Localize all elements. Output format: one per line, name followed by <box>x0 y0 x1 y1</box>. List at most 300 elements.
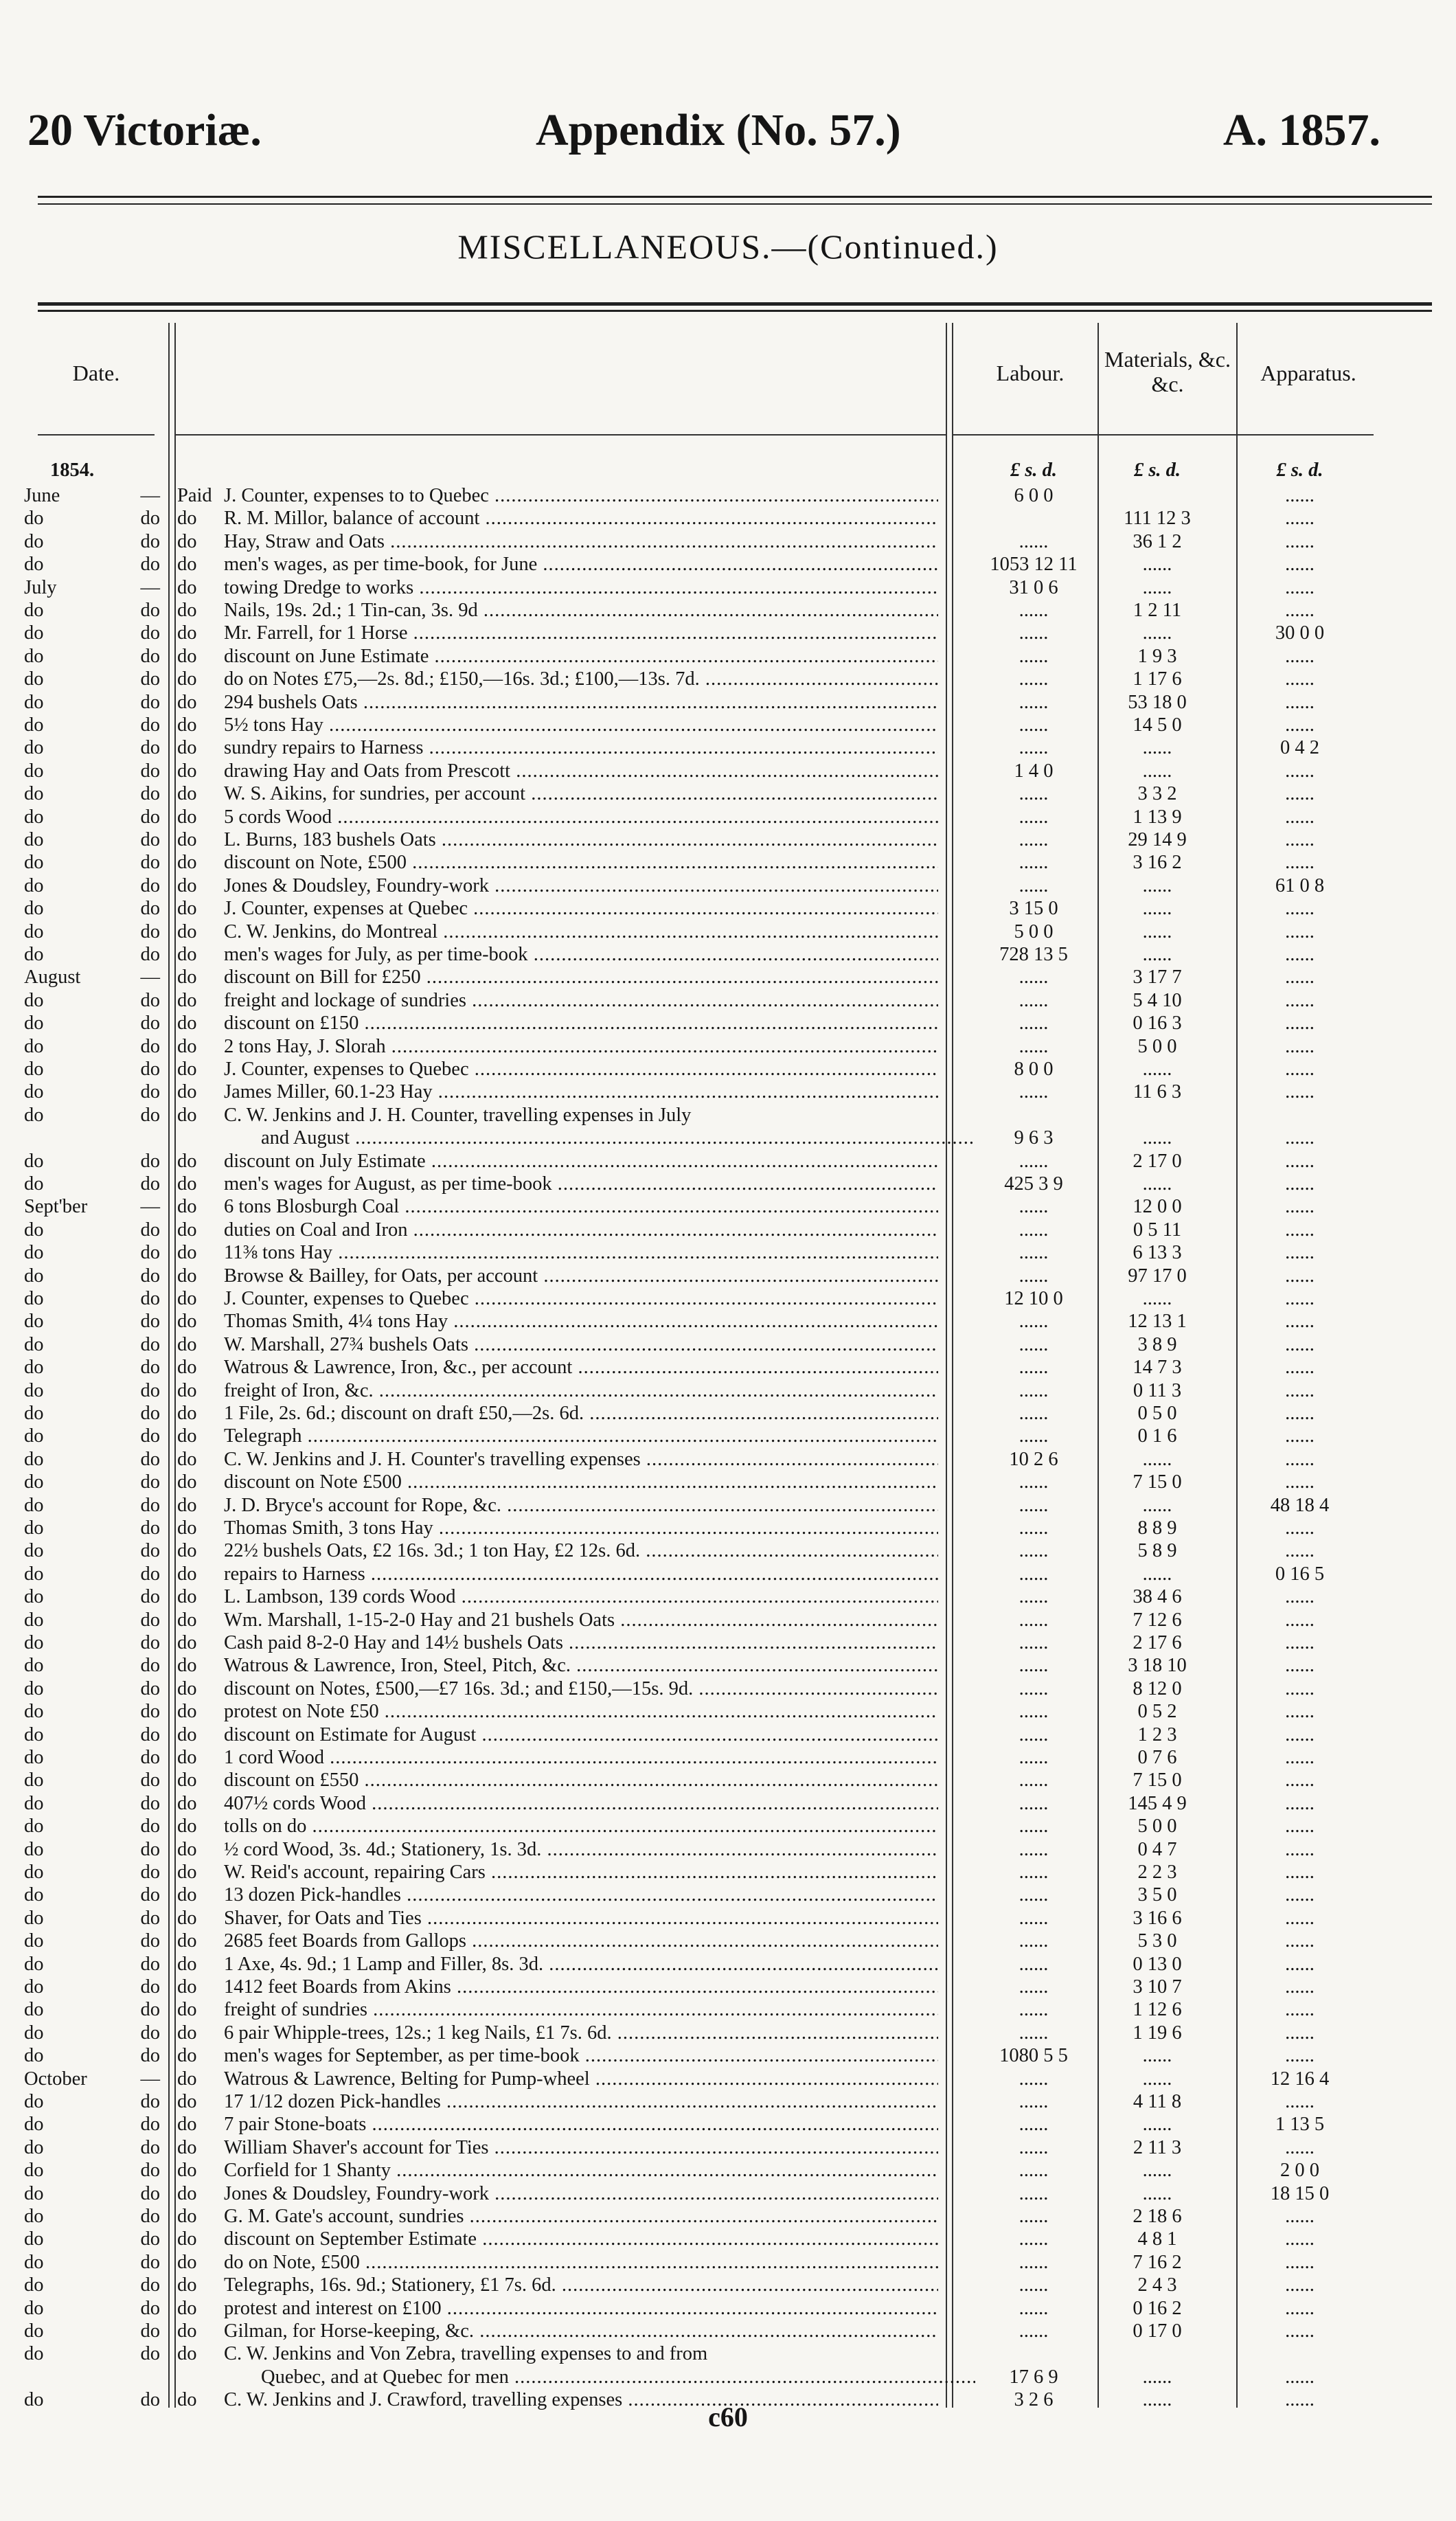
row-paid: do <box>177 1632 197 1653</box>
row-date: do <box>24 1081 44 1103</box>
header-center: Appendix (No. 57.) <box>536 105 901 155</box>
row-apparatus: ...... <box>1285 2251 1315 2273</box>
row-date-ditto: do <box>140 1862 160 1883</box>
row-paid: do <box>177 576 197 598</box>
column-header-apparatus: Apparatus. <box>1260 361 1356 385</box>
row-paid: do <box>177 2136 197 2158</box>
row-labour: ...... <box>1019 1907 1049 1929</box>
row-paid: do <box>177 874 197 896</box>
row-paid: do <box>177 852 197 874</box>
row-date-ditto: do <box>140 944 160 965</box>
row-date-ditto: do <box>140 2206 160 2227</box>
row-apparatus: ...... <box>1285 2366 1315 2388</box>
row-date: Sept'ber <box>24 1196 88 1218</box>
row-date-ditto: do <box>140 2114 160 2136</box>
table-row <box>0 1195 1456 1218</box>
row-date-ditto: do <box>140 1242 160 1264</box>
row-date-ditto: do <box>140 1907 160 1929</box>
row-date: do <box>24 1540 44 1562</box>
row-materials: ...... <box>1142 760 1172 782</box>
row-apparatus: ...... <box>1285 1862 1315 1883</box>
row-materials: 7 15 0 <box>1133 1471 1182 1493</box>
row-date-ditto: do <box>140 1403 160 1424</box>
row-apparatus: ...... <box>1285 2206 1315 2227</box>
row-paid: do <box>177 1609 197 1631</box>
row-materials: 7 16 2 <box>1133 2251 1182 2273</box>
row-labour: ...... <box>1019 874 1049 896</box>
row-date: do <box>24 1884 44 1906</box>
row-date: do <box>24 1333 44 1355</box>
row-description: men's wages for July, as per time-book ..... <box>224 943 938 966</box>
row-description: sundry repairs to Harness ..... <box>224 736 938 759</box>
row-date-ditto: do <box>140 1173 160 1195</box>
row-materials: 0 16 3 <box>1133 1013 1182 1035</box>
row-apparatus: ...... <box>1285 1540 1315 1562</box>
row-paid: do <box>177 1655 197 1677</box>
row-materials: ...... <box>1142 1448 1172 1470</box>
row-date-ditto: do <box>140 1999 160 2021</box>
row-apparatus: ...... <box>1285 966 1315 988</box>
row-labour: ...... <box>1019 2320 1049 2342</box>
row-paid: do <box>177 1862 197 1883</box>
row-apparatus: ...... <box>1285 1196 1315 1218</box>
table-row <box>0 1058 1456 1081</box>
row-paid: do <box>177 966 197 988</box>
row-date: do <box>24 1311 44 1333</box>
row-description: C. W. Jenkins and J. H. Counter's travelling expenses ..... <box>224 1448 938 1471</box>
row-date: do <box>24 554 44 576</box>
row-materials: 0 13 0 <box>1133 1953 1182 1975</box>
row-materials: 2 17 6 <box>1133 1632 1182 1653</box>
row-paid: do <box>177 1242 197 1264</box>
table-row <box>0 1241 1456 1264</box>
row-materials: 3 17 7 <box>1133 966 1182 988</box>
row-date: do <box>24 1035 44 1057</box>
row-description: Gilman, for Horse-keeping, &c. ..... <box>224 2320 938 2342</box>
row-materials: 3 18 10 <box>1128 1655 1187 1677</box>
table-row <box>0 1035 1456 1058</box>
row-date-ditto: do <box>140 874 160 896</box>
row-materials: 12 13 1 <box>1128 1311 1187 1333</box>
row-labour: ...... <box>1019 2228 1049 2250</box>
row-date-ditto: do <box>140 1494 160 1516</box>
row-date-ditto: do <box>140 783 160 805</box>
row-materials: ...... <box>1142 2366 1172 2388</box>
row-date: do <box>24 1059 44 1080</box>
row-paid: do <box>177 2343 197 2365</box>
row-paid: do <box>177 1311 197 1333</box>
row-date-ditto: do <box>140 2182 160 2204</box>
row-materials: 145 4 9 <box>1128 1792 1187 1814</box>
row-apparatus: ...... <box>1285 1999 1315 2021</box>
row-description: duties on Coal and Iron ..... <box>224 1219 938 1241</box>
row-date: do <box>24 852 44 874</box>
row-description: discount on Bill for £250 ..... <box>224 966 938 988</box>
row-description: 13 dozen Pick-handles ..... <box>224 1884 938 1906</box>
row-labour: ...... <box>1019 2297 1049 2319</box>
row-description: Corfield for 1 Shanty ..... <box>224 2159 938 2182</box>
row-date-ditto: do <box>140 829 160 850</box>
row-date: do <box>24 600 44 621</box>
row-labour: ...... <box>1019 622 1049 644</box>
row-apparatus: ...... <box>1285 1770 1315 1791</box>
table-row <box>0 1471 1456 1493</box>
row-labour: 3 2 6 <box>1014 2389 1054 2411</box>
row-date-ditto: do <box>140 1104 160 1126</box>
row-date: do <box>24 668 44 690</box>
row-materials: 4 11 8 <box>1133 2091 1182 2112</box>
header-sep-date <box>38 434 155 436</box>
row-paid: do <box>177 1586 197 1608</box>
row-date-ditto: do <box>140 1081 160 1103</box>
row-description: discount on June Estimate ..... <box>224 645 938 668</box>
row-description: do on Note, £500 ..... <box>224 2251 938 2274</box>
row-labour: ...... <box>1019 737 1049 759</box>
row-paid: do <box>177 1677 197 1699</box>
table-row <box>0 2068 1456 2090</box>
table-row <box>0 1976 1456 1998</box>
table-row <box>0 2022 1456 2044</box>
row-materials: ...... <box>1142 2160 1172 2182</box>
row-paid: do <box>177 944 197 965</box>
row-materials: 5 4 10 <box>1133 989 1182 1011</box>
row-paid: do <box>177 1081 197 1103</box>
table-row <box>0 2113 1456 2136</box>
row-materials: 0 7 6 <box>1137 1747 1177 1768</box>
row-paid: do <box>177 1333 197 1355</box>
row-apparatus: ...... <box>1285 1517 1315 1539</box>
row-materials: 5 8 9 <box>1137 1540 1177 1562</box>
row-paid: do <box>177 920 197 942</box>
row-apparatus: ...... <box>1285 1035 1315 1057</box>
row-materials: 11 6 3 <box>1133 1081 1182 1103</box>
row-labour: 1053 12 11 <box>990 554 1078 576</box>
row-date-ditto: do <box>140 2160 160 2182</box>
row-apparatus: ...... <box>1285 485 1315 506</box>
row-description: W. Reid's account, repairing Cars ..... <box>224 1861 938 1884</box>
row-labour: ...... <box>1019 600 1049 621</box>
row-labour: 5 0 0 <box>1014 920 1054 942</box>
row-paid: do <box>177 2228 197 2250</box>
row-materials: 97 17 0 <box>1128 1265 1187 1287</box>
row-paid: do <box>177 645 197 667</box>
header-sep-materials <box>1097 434 1236 436</box>
row-date: do <box>24 2274 44 2296</box>
row-description: discount on £150 ..... <box>224 1012 938 1035</box>
row-materials: 2 4 3 <box>1137 2274 1177 2296</box>
table-row <box>0 1104 1456 1127</box>
row-description: freight of sundries ..... <box>224 1998 938 2021</box>
row-labour: ...... <box>1019 1035 1049 1057</box>
row-materials: 1 13 9 <box>1133 806 1182 828</box>
row-apparatus: ...... <box>1285 1976 1315 1998</box>
row-description: Hay, Straw and Oats ..... <box>224 530 938 553</box>
row-description: 7 pair Stone-boats ..... <box>224 2113 938 2136</box>
row-date: do <box>24 989 44 1011</box>
row-description: W. Marshall, 27¾ bushels Oats ..... <box>224 1333 938 1356</box>
row-apparatus: ...... <box>1285 1747 1315 1768</box>
row-materials: 3 8 9 <box>1137 1333 1177 1355</box>
row-date: do <box>24 508 44 530</box>
row-date: do <box>24 2091 44 2112</box>
row-materials: 8 12 0 <box>1133 1677 1182 1699</box>
row-apparatus: ...... <box>1285 714 1315 736</box>
table-row <box>0 1563 1456 1585</box>
row-date-ditto: do <box>140 1609 160 1631</box>
row-description: J. Counter, expenses to Quebec ..... <box>224 1287 938 1310</box>
row-apparatus: ...... <box>1285 852 1315 874</box>
row-description: C. W. Jenkins and Von Zebra, travelling expenses to and from <box>224 2343 708 2365</box>
table-row <box>0 1815 1456 1838</box>
row-description: 6 pair Whipple-trees, 12s.; 1 keg Nails, £1 7s. 6d. ..... <box>224 2022 938 2044</box>
table-row <box>0 1884 1456 1906</box>
year-row <box>0 459 1456 482</box>
row-description: R. M. Millor, balance of account ..... <box>224 507 938 530</box>
column-header-date: Date. <box>72 361 120 385</box>
row-paid: do <box>177 760 197 782</box>
row-labour: ...... <box>1019 2160 1049 2182</box>
row-date: do <box>24 1609 44 1631</box>
table-row <box>0 806 1456 828</box>
row-apparatus: ...... <box>1285 783 1315 805</box>
row-labour: ...... <box>1019 1862 1049 1883</box>
table-row <box>0 2044 1456 2067</box>
row-description: discount on Note £500 ..... <box>224 1471 938 1493</box>
table-row <box>0 1930 1456 1952</box>
row-apparatus: ...... <box>1285 1930 1315 1952</box>
row-paid: do <box>177 668 197 690</box>
table-row <box>0 760 1456 782</box>
row-date-ditto: do <box>140 1723 160 1745</box>
row-date: do <box>24 1677 44 1699</box>
row-date-ditto: do <box>140 622 160 644</box>
row-labour: ...... <box>1019 852 1049 874</box>
row-description: protest on Note £50 ..... <box>224 1700 938 1723</box>
labour-currency: £ s. d. <box>1010 460 1058 481</box>
row-labour: ...... <box>1019 989 1049 1011</box>
row-date-ditto: do <box>140 1013 160 1035</box>
row-labour: ...... <box>1019 1379 1049 1401</box>
row-date-ditto: do <box>140 2136 160 2158</box>
row-labour: ...... <box>1019 1403 1049 1424</box>
row-date-ditto: do <box>140 2091 160 2112</box>
row-labour: ...... <box>1019 1425 1049 1447</box>
table-row <box>0 691 1456 714</box>
row-materials: 6 13 3 <box>1133 1242 1182 1264</box>
row-description: 11⅜ tons Hay ..... <box>224 1241 938 1264</box>
row-labour: ...... <box>1019 1632 1049 1653</box>
row-date: do <box>24 1242 44 1264</box>
table-row <box>0 2342 1456 2365</box>
row-apparatus: ...... <box>1285 1242 1315 1264</box>
row-paid: do <box>177 554 197 576</box>
table-row <box>0 1677 1456 1700</box>
row-materials: 38 4 6 <box>1133 1586 1182 1608</box>
row-labour: ...... <box>1019 1816 1049 1838</box>
table-row <box>0 920 1456 943</box>
row-materials: 0 16 2 <box>1133 2297 1182 2319</box>
table-row <box>0 2320 1456 2342</box>
row-materials: 0 5 2 <box>1137 1701 1177 1723</box>
row-date-ditto: — <box>140 576 160 598</box>
row-labour: ...... <box>1019 1930 1049 1952</box>
table-row <box>0 874 1456 897</box>
row-paid: do <box>177 1723 197 1745</box>
table-row <box>0 1265 1456 1287</box>
row-paid: do <box>177 1907 197 1929</box>
row-date-ditto: do <box>140 2297 160 2319</box>
table-row <box>0 1654 1456 1677</box>
row-apparatus: ...... <box>1285 1333 1315 1355</box>
table-row <box>0 1287 1456 1310</box>
row-apparatus: ...... <box>1285 1677 1315 1699</box>
row-description: Browse & Bailley, for Oats, per account ..... <box>224 1265 938 1287</box>
row-apparatus: ...... <box>1285 691 1315 713</box>
row-date-ditto: — <box>140 2068 160 2090</box>
row-paid: do <box>177 1471 197 1493</box>
table-row <box>0 1425 1456 1447</box>
row-materials: ...... <box>1142 2389 1172 2411</box>
table-row <box>0 1838 1456 1861</box>
row-apparatus: ...... <box>1285 530 1315 552</box>
row-materials: 5 0 0 <box>1137 1816 1177 1838</box>
row-date: do <box>24 2297 44 2319</box>
row-date: do <box>24 1357 44 1379</box>
row-materials: 8 8 9 <box>1137 1517 1177 1539</box>
row-description: ½ cord Wood, 3s. 4d.; Stationery, 1s. 3d. ..... <box>224 1838 938 1861</box>
row-apparatus: ...... <box>1285 1723 1315 1745</box>
row-date-ditto: do <box>140 1288 160 1309</box>
row-paid: do <box>177 898 197 920</box>
row-date: do <box>24 1632 44 1653</box>
row-date-ditto: do <box>140 668 160 690</box>
table-row <box>0 828 1456 851</box>
row-materials: 0 17 0 <box>1133 2320 1182 2342</box>
row-paid: do <box>177 2251 197 2273</box>
row-apparatus: ...... <box>1285 1655 1315 1677</box>
row-materials: 3 5 0 <box>1137 1884 1177 1906</box>
row-date-ditto: — <box>140 966 160 988</box>
row-date: do <box>24 1976 44 1998</box>
row-labour: ...... <box>1019 1311 1049 1333</box>
row-materials: ...... <box>1142 622 1172 644</box>
row-date: do <box>24 1173 44 1195</box>
row-date: do <box>24 898 44 920</box>
row-description: C. W. Jenkins, do Montreal ..... <box>224 920 938 943</box>
row-date-ditto: do <box>140 737 160 759</box>
row-date-ditto: do <box>140 2251 160 2273</box>
row-date-ditto: do <box>140 898 160 920</box>
row-description: Telegraph ..... <box>224 1425 938 1447</box>
row-apparatus: ...... <box>1285 806 1315 828</box>
row-date-ditto: do <box>140 920 160 942</box>
row-labour: ...... <box>1019 1013 1049 1035</box>
row-date: do <box>24 2389 44 2411</box>
row-apparatus: ...... <box>1285 508 1315 530</box>
row-apparatus: ...... <box>1285 1173 1315 1195</box>
row-date: do <box>24 1770 44 1791</box>
row-date-ditto: do <box>140 554 160 576</box>
row-date-ditto: do <box>140 2274 160 2296</box>
row-paid: do <box>177 508 197 530</box>
row-paid: do <box>177 530 197 552</box>
row-date-ditto: do <box>140 1586 160 1608</box>
row-description: men's wages for September, as per time-book ..... <box>224 2044 938 2067</box>
row-date-ditto: do <box>140 1059 160 1080</box>
row-description: G. M. Gate's account, sundries ..... <box>224 2205 938 2228</box>
row-paid: do <box>177 1150 197 1172</box>
row-date-ditto: do <box>140 1816 160 1838</box>
row-description: towing Dredge to works ..... <box>224 576 938 599</box>
table-row <box>0 1012 1456 1035</box>
row-date: do <box>24 783 44 805</box>
row-labour: 31 0 6 <box>1009 576 1058 598</box>
row-materials: ...... <box>1142 1563 1172 1585</box>
row-date-ditto: do <box>140 1540 160 1562</box>
row-apparatus: ...... <box>1285 898 1315 920</box>
table-row <box>0 1585 1456 1608</box>
row-date-ditto: do <box>140 1219 160 1241</box>
row-apparatus: ...... <box>1285 1609 1315 1631</box>
row-materials: 14 5 0 <box>1133 714 1182 736</box>
row-labour: ...... <box>1019 691 1049 713</box>
row-apparatus: ...... <box>1285 1838 1315 1860</box>
row-paid: do <box>177 1563 197 1585</box>
row-date-ditto: do <box>140 1770 160 1791</box>
row-date: do <box>24 1792 44 1814</box>
row-date: do <box>24 1930 44 1952</box>
row-materials: 2 2 3 <box>1137 1862 1177 1883</box>
row-date: do <box>24 2251 44 2273</box>
row-paid: do <box>177 1425 197 1447</box>
row-description: 1 Axe, 4s. 9d.; 1 Lamp and Filler, 8s. 3d. ..... <box>224 1953 938 1976</box>
row-labour: ...... <box>1019 806 1049 828</box>
row-date-ditto: do <box>140 1953 160 1975</box>
row-apparatus: 2 0 0 <box>1280 2160 1319 2182</box>
row-apparatus: 30 0 0 <box>1275 622 1325 644</box>
row-labour: ...... <box>1019 1701 1049 1723</box>
row-date-ditto: do <box>140 852 160 874</box>
row-apparatus: ...... <box>1285 1059 1315 1080</box>
row-paid: do <box>177 691 197 713</box>
row-date-ditto: do <box>140 2343 160 2365</box>
row-date: do <box>24 1494 44 1516</box>
row-labour: ...... <box>1019 1770 1049 1791</box>
row-date-ditto: do <box>140 1677 160 1699</box>
row-labour: ...... <box>1019 2068 1049 2090</box>
row-apparatus: ...... <box>1285 2091 1315 2112</box>
row-paid: do <box>177 1403 197 1424</box>
row-date-ditto: do <box>140 1838 160 1860</box>
row-description: freight and lockage of sundries ..... <box>224 989 938 1012</box>
table-row <box>0 989 1456 1012</box>
row-paid: do <box>177 1953 197 1975</box>
row-paid: do <box>177 2114 197 2136</box>
row-description: Jones & Doudsley, Foundry-work ..... <box>224 2182 938 2205</box>
row-date: do <box>24 2206 44 2227</box>
row-date: do <box>24 2228 44 2250</box>
row-date: do <box>24 1701 44 1723</box>
row-paid: do <box>177 1816 197 1838</box>
row-labour: ...... <box>1019 2206 1049 2227</box>
row-paid: do <box>177 1999 197 2021</box>
row-date-ditto: do <box>140 714 160 736</box>
row-description: 294 bushels Oats ..... <box>224 691 938 714</box>
row-apparatus: 48 18 4 <box>1270 1494 1330 1516</box>
row-date: do <box>24 691 44 713</box>
row-description: 1 File, 2s. 6d.; discount on draft £50,—2s. 6d. ..... <box>224 1402 938 1425</box>
row-paid: do <box>177 2068 197 2090</box>
